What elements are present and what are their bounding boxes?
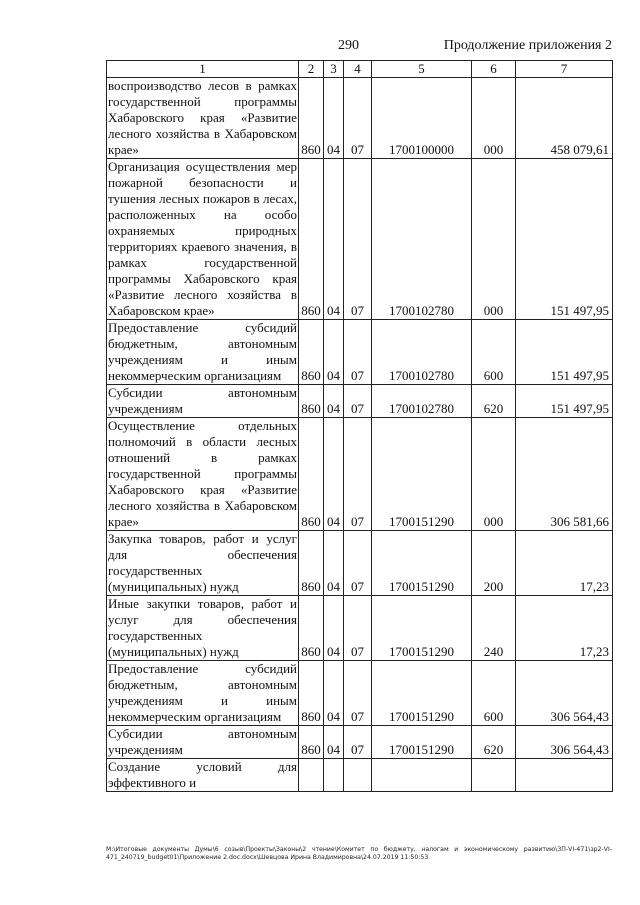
col-header-5: 5 <box>372 61 472 78</box>
row-amount <box>516 759 613 792</box>
row-description: Создание условий для эффективного и <box>108 759 297 790</box>
row-code-rz: 04 <box>324 661 344 726</box>
table-row <box>107 661 613 726</box>
row-code-gr <box>299 759 324 792</box>
row-code-pr: 07 <box>344 661 372 726</box>
row-description: Иные закупки товаров, работ и услуг для обеспечения государственных (муниципальных) нужд <box>108 596 297 659</box>
row-amount: 17,23 <box>516 596 613 661</box>
row-description: Субсидии автономным учреждениям <box>108 385 297 416</box>
row-code-vr: 600 <box>472 661 516 726</box>
row-description: Предоставление субсидий бюджетным, автономным учреждениям и иным некоммерческим организациям <box>108 661 297 724</box>
row-code-csr: 1700102780 <box>372 385 472 418</box>
row-code-rz: 04 <box>324 596 344 661</box>
page-number: 290 <box>338 38 359 53</box>
row-code-pr: 07 <box>344 385 372 418</box>
col-header-6: 6 <box>472 61 516 78</box>
row-description: Предоставление субсидий бюджетным, автономным учреждениям и иным некоммерческим организациям <box>108 320 297 383</box>
row-amount: 151 497,95 <box>516 385 613 418</box>
row-code-csr: 1700151290 <box>372 726 472 759</box>
row-code-rz: 04 <box>324 531 344 596</box>
row-amount: 306 564,43 <box>516 661 613 726</box>
row-code-gr: 860 <box>299 385 324 418</box>
row-amount: 306 564,43 <box>516 726 613 759</box>
row-code-rz: 04 <box>324 385 344 418</box>
row-code-rz: 04 <box>324 418 344 531</box>
row-code-pr: 07 <box>344 78 372 159</box>
file-path-footer: M:\Итоговые документы Думы\6 созыв\Проекты\Законы\2 чтение\Комитет по бюджету, налогам и экономическому развитию\3П-VI-471\зр2-VI-471_240719_budget01\Приложение 2.doc.docx\Шевцова Ирина Владимировна\24.07.2019 11:50:53 <box>106 846 612 861</box>
col-header-7: 7 <box>516 61 613 78</box>
row-code-csr: 1700100000 <box>372 78 472 159</box>
row-code-csr: 1700151290 <box>372 661 472 726</box>
row-code-pr: 07 <box>344 159 372 320</box>
row-code-gr: 860 <box>299 596 324 661</box>
budget-table <box>106 60 613 792</box>
row-code-vr: 000 <box>472 418 516 531</box>
row-code-csr: 1700151290 <box>372 596 472 661</box>
table-row <box>107 385 613 418</box>
row-code-vr: 620 <box>472 385 516 418</box>
row-code-vr: 620 <box>472 726 516 759</box>
row-code-vr: 200 <box>472 531 516 596</box>
row-description: Закупка товаров, работ и услуг для обеспечения государственных (муниципальных) нужд <box>108 531 297 594</box>
row-code-pr: 07 <box>344 320 372 385</box>
row-description: Организация осуществления мер пожарной безопасности и тушения лесных пожаров в лесах, расположенных на особо охраняемых природных территориях краевого значения, в рамках государственной программы Хабаровского края «Развитие лесного хозяйства в Хабаровском крае» <box>108 159 297 318</box>
row-code-csr: 1700102780 <box>372 159 472 320</box>
table-body <box>107 78 613 792</box>
table-row <box>107 759 613 792</box>
row-code-csr: 1700102780 <box>372 320 472 385</box>
continuation-label: Продолжение приложения 2 <box>443 38 612 53</box>
row-code-csr: 1700151290 <box>372 418 472 531</box>
table-row <box>107 78 613 159</box>
row-amount: 151 497,95 <box>516 320 613 385</box>
row-code-gr: 860 <box>299 418 324 531</box>
row-code-rz: 04 <box>324 78 344 159</box>
row-code-csr: 1700151290 <box>372 531 472 596</box>
row-description: воспроизводство лесов в рамках государственной программы Хабаровского края «Развитие лесного хозяйства в Хабаровском крае» <box>108 78 297 157</box>
row-code-rz: 04 <box>324 726 344 759</box>
row-amount: 306 581,66 <box>516 418 613 531</box>
row-code-vr: 000 <box>472 159 516 320</box>
row-code-csr <box>372 759 472 792</box>
row-code-vr: 000 <box>472 78 516 159</box>
row-code-vr: 240 <box>472 596 516 661</box>
row-code-pr: 07 <box>344 596 372 661</box>
row-amount: 17,23 <box>516 531 613 596</box>
row-code-gr: 860 <box>299 78 324 159</box>
row-amount: 458 079,61 <box>516 78 613 159</box>
table-row <box>107 159 613 320</box>
row-code-vr <box>472 759 516 792</box>
col-header-4: 4 <box>344 61 372 78</box>
row-code-pr: 07 <box>344 531 372 596</box>
col-header-2: 2 <box>299 61 324 78</box>
row-amount: 151 497,95 <box>516 159 613 320</box>
row-code-gr: 860 <box>299 726 324 759</box>
row-code-gr: 860 <box>299 661 324 726</box>
row-code-pr: 07 <box>344 726 372 759</box>
header-row <box>107 61 613 78</box>
row-code-gr: 860 <box>299 320 324 385</box>
row-code-rz <box>324 759 344 792</box>
row-code-pr <box>344 759 372 792</box>
row-code-gr: 860 <box>299 531 324 596</box>
row-code-vr: 600 <box>472 320 516 385</box>
table-row <box>107 320 613 385</box>
row-code-pr: 07 <box>344 418 372 531</box>
table-row <box>107 726 613 759</box>
row-description: Осуществление отдельных полномочий в области лесных отношений в рамках государственной программы Хабаровского края «Развитие лесного хозяйства в Хабаровском крае» <box>108 418 297 529</box>
row-code-rz: 04 <box>324 159 344 320</box>
row-description: Субсидии автономным учреждениям <box>108 726 297 757</box>
row-code-gr: 860 <box>299 159 324 320</box>
table-row <box>107 418 613 531</box>
table-row <box>107 531 613 596</box>
row-code-rz: 04 <box>324 320 344 385</box>
table-row <box>107 596 613 661</box>
col-header-3: 3 <box>324 61 344 78</box>
col-header-1: 1 <box>107 61 299 78</box>
